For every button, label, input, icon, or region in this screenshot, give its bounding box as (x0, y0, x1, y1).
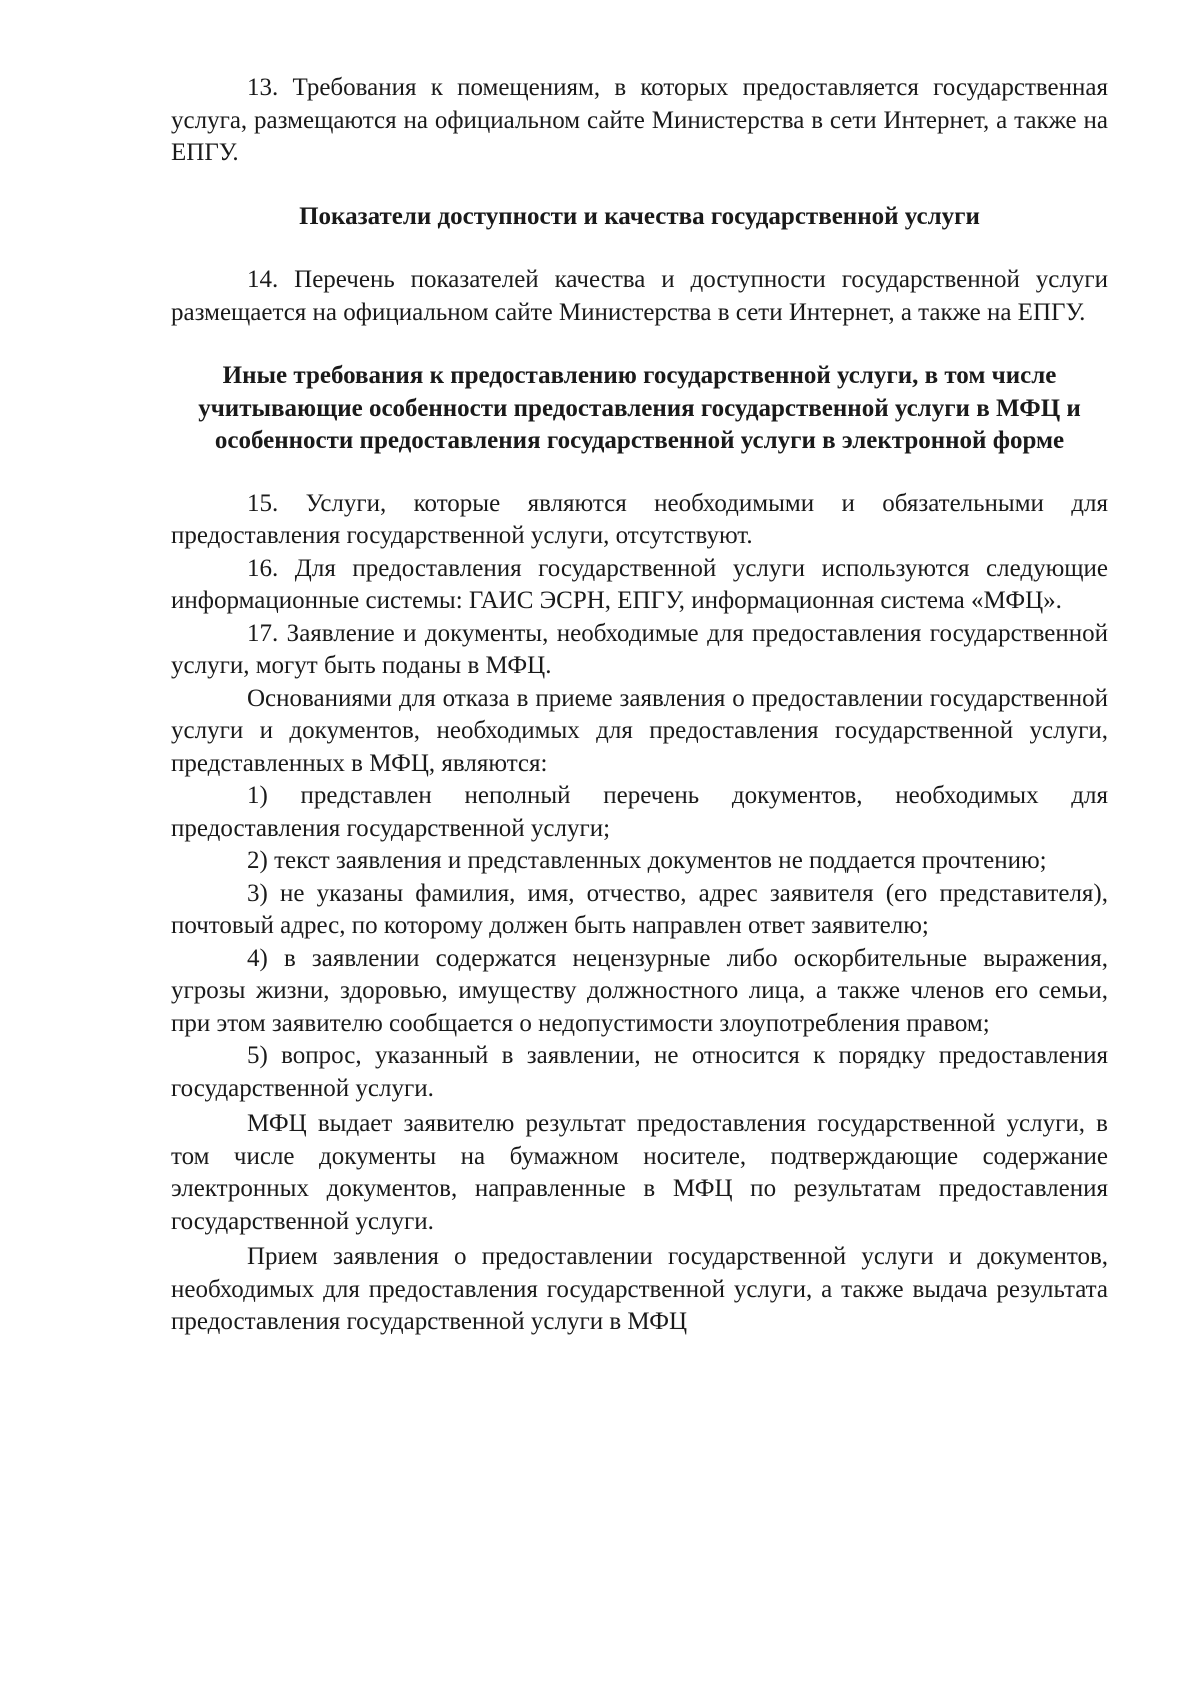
section-heading-other-requirements: Иные требования к предоставлению государственной услуги, в том числе учитывающие особенности предоставления государственной услуги в МФЦ и особенности предоставления государственной услуги в электронной форме (198, 362, 1081, 454)
paragraph-receipt-of-application: Прием заявления о предоставлении государственной услуги и документов, необходимых для предоставления государственной услуги, а также выдача результата предоставления государственной услуги в МФЦ (171, 1243, 1108, 1335)
section-heading-indicators: Показатели доступности и качества государственной услуги (299, 202, 980, 230)
paragraph-refusal-grounds: Основаниями для отказа в приеме заявления о предоставлении государственной услуги и документов, необходимых для предоставления государственной услуги, представленных в МФЦ, являются: (171, 684, 1108, 777)
paragraph-mfc-issues-result: МФЦ выдает заявителю результат предоставления государственной услуги, в том числе документы на бумажном носителе, подтверждающие содержание электронных документов, направленные в МФЦ по результатам предоставления государственной услуги. (171, 1110, 1108, 1235)
list-item-2: 2) текст заявления и представленных документов не поддается прочтению; (247, 847, 1047, 874)
list-item-5: 5) вопрос, указанный в заявлении, не относится к порядку предоставления государственной услуги. (171, 1042, 1108, 1102)
document-body (171, 72, 1108, 1339)
list-item-3: 3) не указаны фамилия, имя, отчество, адрес заявителя (его представителя), почтовый адрес, по которому должен быть направлен ответ заявителю; (171, 879, 1108, 939)
list-item-1: 1) представлен неполный перечень документов, необходимых для предоставления государственной услуги; (171, 782, 1108, 842)
paragraph-15: 15. Услуги, которые являются необходимыми и обязательными для предоставления государственной услуги, отсутствуют. (171, 489, 1108, 549)
paragraph-14: 14. Перечень показателей качества и доступности государственной услуги размещается на официальном сайте Министерства в сети Интернет, а также на ЕПГУ. (171, 266, 1108, 326)
paragraph-13: 13. Требования к помещениям, в которых предоставляется государственная услуга, размещаются на официальном сайте Министерства в сети Интернет, а также на ЕПГУ. (171, 74, 1108, 166)
paragraph-16: 16. Для предоставления государственной услуги используются следующие информационные системы: ГАИС ЭСРН, ЕПГУ, информационная система «МФЦ». (171, 554, 1108, 614)
list-item-4: 4) в заявлении содержатся нецензурные либо оскорбительные выражения, угрозы жизни, здоровью, имуществу должностного лица, а также членов его семьи, при этом заявителю сообщается о недопустимости злоупотребления правом; (171, 944, 1108, 1037)
paragraph-17: 17. Заявление и документы, необходимые для предоставления государственной услуги, могут быть поданы в МФЦ. (171, 619, 1108, 679)
